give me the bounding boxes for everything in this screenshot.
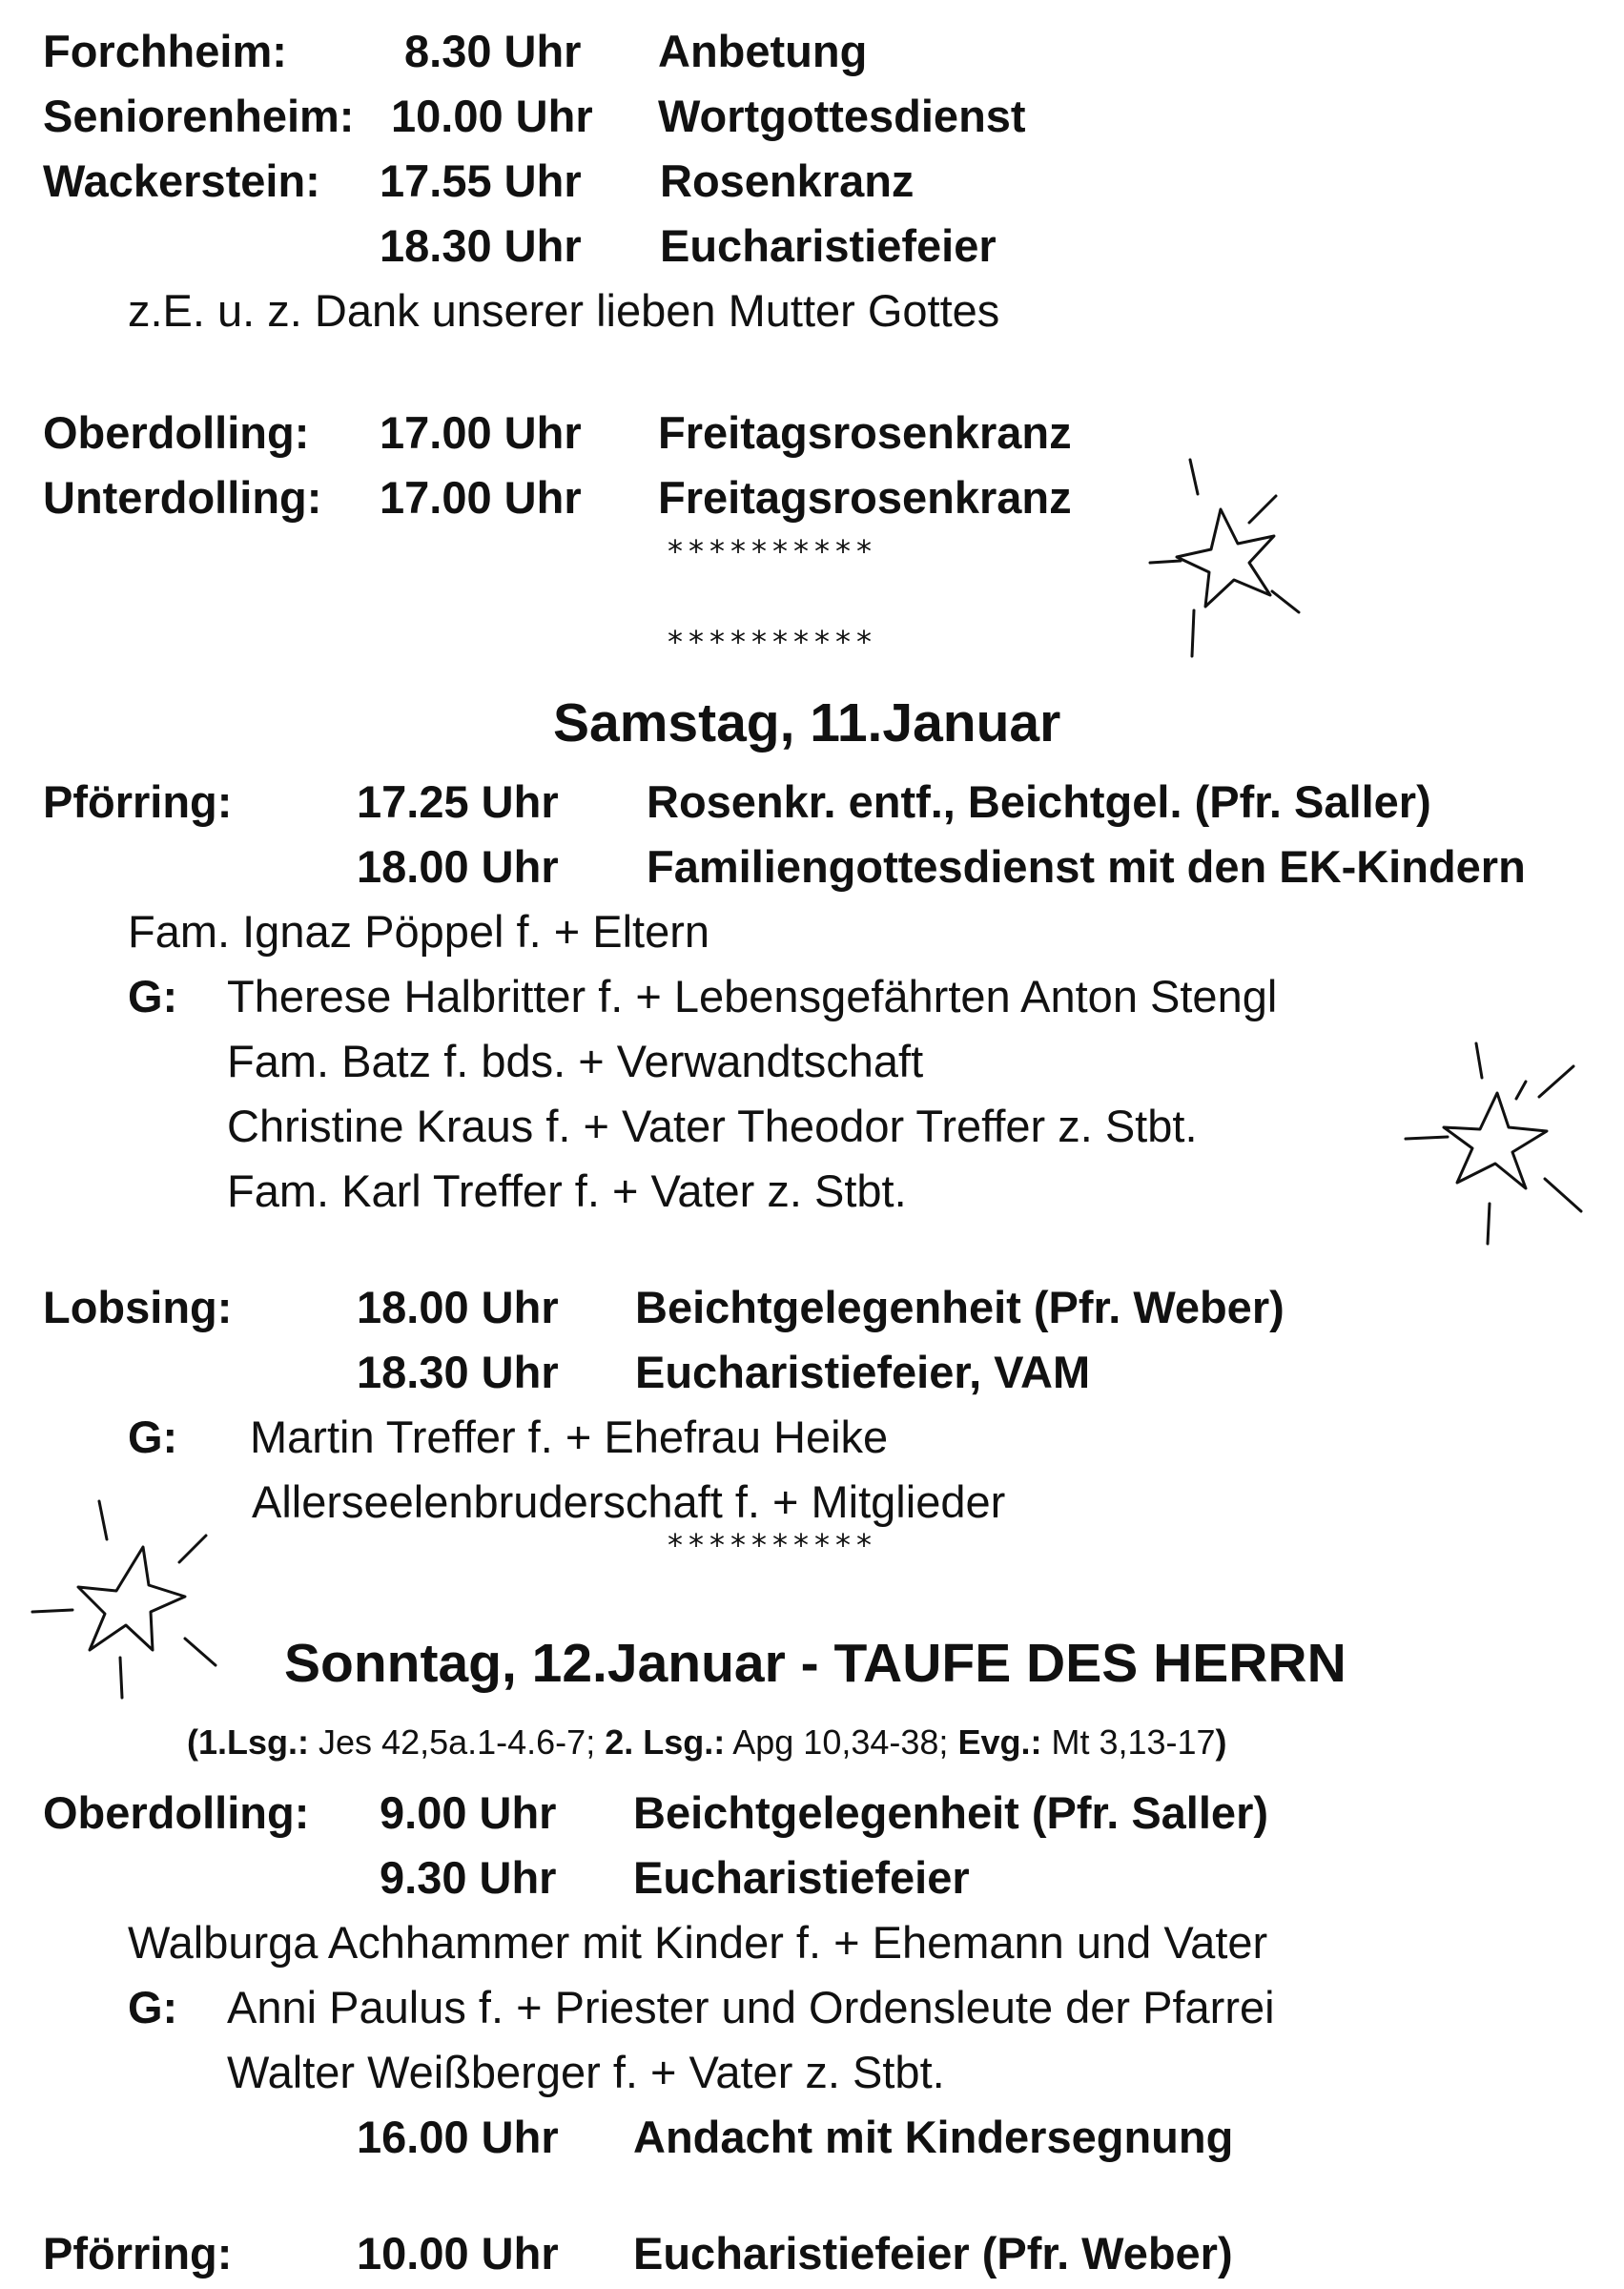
place-pforring-sun: Pförring:: [43, 2228, 233, 2279]
day-heading-sunday: Sonntag, 12.Januar - TAUFE DES HERRN: [284, 1633, 1346, 1694]
place-oberdolling-sun: Oberdolling:: [43, 1787, 310, 1838]
place-pforring-sat: Pförring:: [43, 776, 233, 827]
place-unterdolling: Unterdolling:: [43, 472, 322, 523]
event-wackerstein-2: Eucharistiefeier: [660, 220, 997, 271]
gospel-label: Evg.:: [957, 1722, 1042, 1762]
time-oberdolling-sun-1: 9.00 Uhr: [380, 1787, 557, 1838]
time-lobsing-1: 18.00 Uhr: [357, 1282, 559, 1332]
reading-1-label: 1.Lsg.:: [198, 1722, 310, 1762]
event-lobsing-2: Eucharistiefeier, VAM: [635, 1347, 1091, 1397]
star-icon: [1142, 456, 1333, 666]
time-pforring-sat-2: 18.00 Uhr: [357, 841, 559, 892]
readings-line: [187, 1722, 1227, 1762]
time-lobsing-2: 18.30 Uhr: [357, 1347, 559, 1397]
place-lobsing: Lobsing:: [43, 1282, 233, 1332]
event-forchheim: Anbetung: [658, 26, 868, 76]
time-seniorenheim: 10.00 Uhr: [391, 91, 593, 141]
place-forchheim: Forchheim:: [43, 26, 287, 76]
intention-line: Fam. Karl Treffer f. + Vater z. Stbt.: [227, 1165, 907, 1216]
g-label-lobsing: G:: [128, 1412, 178, 1462]
time-forchheim: 8.30 Uhr: [404, 26, 582, 76]
place-oberdolling-fri: Oberdolling:: [43, 407, 310, 458]
separator-3: **********: [668, 1527, 877, 1563]
gospel: Mt 3,13-17: [1041, 1722, 1216, 1762]
time-oberdolling-sun-2: 9.30 Uhr: [380, 1852, 557, 1903]
event-seniorenheim: Wortgottesdienst: [658, 91, 1026, 141]
event-oberdolling-fri: Freitagsrosenkranz: [658, 407, 1072, 458]
readings-open: (: [187, 1722, 198, 1762]
readings-close: ): [1215, 1722, 1227, 1762]
intention-achhammer: Walburga Achhammer mit Kinder f. + Ehemann und Vater: [128, 1917, 1268, 1968]
star-icon: [29, 1497, 238, 1717]
event-pforring-sat-2: Familiengottesdienst mit den EK-Kindern: [647, 841, 1526, 892]
g-label-oberdolling: G:: [128, 1982, 178, 2032]
reading-2: Apg 10,34-38;: [725, 1722, 958, 1762]
time-oberdolling-fri: 17.00 Uhr: [380, 407, 582, 458]
intention-line: Fam. Batz f. bds. + Verwandtschaft: [227, 1036, 924, 1086]
intention-line: Allerseelenbruderschaft f. + Mitglieder: [252, 1476, 1006, 1527]
event-oberdolling-sun-1: Beichtgelegenheit (Pfr. Saller): [633, 1787, 1269, 1838]
reading-1: Jes 42,5a.1-4.6-7;: [309, 1722, 606, 1762]
event-pforring-sun: Eucharistiefeier (Pfr. Weber): [633, 2228, 1233, 2279]
time-oberdolling-sun-3: 16.00 Uhr: [357, 2112, 559, 2162]
star-icon: [1402, 1040, 1612, 1259]
event-unterdolling: Freitagsrosenkranz: [658, 472, 1072, 523]
place-seniorenheim: Seniorenheim:: [43, 91, 355, 141]
separator-1: **********: [668, 533, 877, 569]
time-pforring-sun: 10.00 Uhr: [357, 2228, 559, 2279]
intention-line: Christine Kraus f. + Vater Theodor Treffer z. Stbt.: [227, 1101, 1198, 1151]
g-label-pforring: G:: [128, 971, 178, 1021]
intention-line: Therese Halbritter f. + Lebensgefährten Anton Stengl: [227, 971, 1278, 1021]
intention-line: Walter Weißberger f. + Vater z. Stbt.: [227, 2047, 945, 2097]
intention-line: Martin Treffer f. + Ehefrau Heike: [250, 1412, 889, 1462]
reading-2-label: 2. Lsg.:: [605, 1722, 726, 1762]
time-wackerstein-1: 17.55 Uhr: [380, 155, 582, 206]
event-oberdolling-sun-3: Andacht mit Kindersegnung: [633, 2112, 1234, 2162]
intention-wackerstein: z.E. u. z. Dank unserer lieben Mutter Gottes: [128, 285, 1000, 336]
event-oberdolling-sun-2: Eucharistiefeier: [633, 1852, 970, 1903]
event-lobsing-1: Beichtgelegenheit (Pfr. Weber): [635, 1282, 1285, 1332]
intention-poppel: Fam. Ignaz Pöppel f. + Eltern: [128, 906, 710, 957]
intention-line: Anni Paulus f. + Priester und Ordensleute der Pfarrei: [227, 1982, 1275, 2032]
separator-2: **********: [668, 624, 877, 660]
time-unterdolling: 17.00 Uhr: [380, 472, 582, 523]
place-wackerstein: Wackerstein:: [43, 155, 320, 206]
event-pforring-sat-1: Rosenkr. entf., Beichtgel. (Pfr. Saller): [647, 776, 1431, 827]
event-wackerstein-1: Rosenkranz: [660, 155, 915, 206]
day-heading-saturday: Samstag, 11.Januar: [553, 692, 1061, 753]
time-wackerstein-2: 18.30 Uhr: [380, 220, 582, 271]
time-pforring-sat-1: 17.25 Uhr: [357, 776, 559, 827]
